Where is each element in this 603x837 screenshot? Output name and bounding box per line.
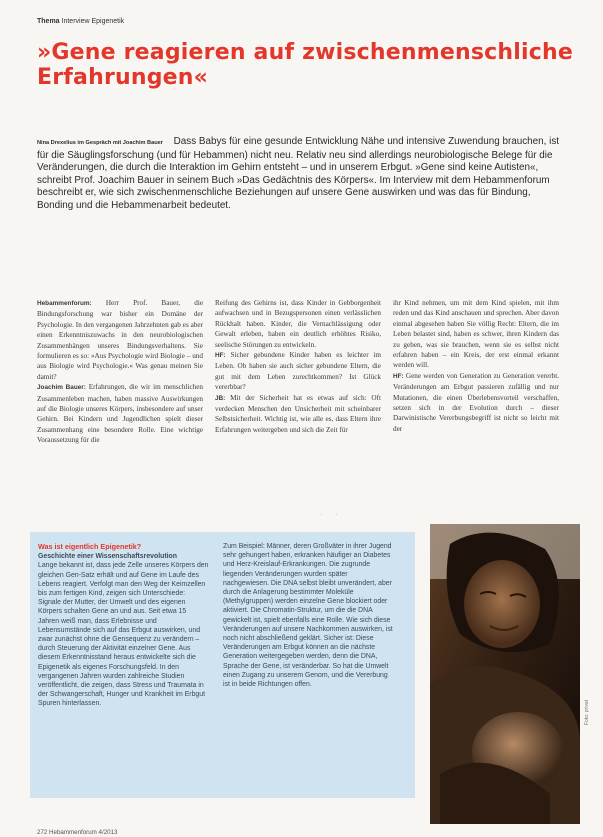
article-lead xyxy=(37,136,567,213)
photo-credit: Foto: privat xyxy=(584,700,590,726)
section-prefix: Thema xyxy=(37,18,60,25)
interview-paragraph xyxy=(37,298,203,382)
article-column-3 xyxy=(393,298,559,434)
interview-paragraph xyxy=(215,393,381,436)
interview-paragraph xyxy=(393,298,559,371)
byline: Nina Drexelius im Gespräch mit Joachim Bauer xyxy=(37,140,163,146)
info-box-title: Was ist eigentlich Epigenetik? xyxy=(38,542,142,551)
info-box-epigenetik xyxy=(30,532,415,798)
interview-paragraph xyxy=(37,382,203,445)
paragraph-text: Erfahrungen, die wir im menschlichen Zusammenleben machen, haben massive Auswirkungen auf die Biologie unseres Körpers, insbesondere auf unser Gehirn. Bei Kindern und Jugendlichen spielt dieser Zusammenhang eine besondere Rolle. Eine wichtige Voraussetzung für die xyxy=(37,383,204,445)
info-box-text-2: Zum Beispiel: Männer, deren Großväter in ihrer Jugend sehr gehungert haben, erkranken häufiger an Diabetes und Herz-Kreislauf-Erkrankungen. Die zugrunde liegenden Veränderungen wurden später nachgewiesen. Die DNA selbst bleibt unverändert, aber durch die Anlagerung bestimmter Moleküle (Methylgruppen) werden einzelne Gene blockiert oder aktiviert. Die Chromatin-Struktur, um die die DNA gewickelt ist, spielt ebenfalls eine Rolle. Wie sich diese Veränderungen auf unsere Nachkommen auswirken, ist noch nicht abschließend geklärt. Sicher ist: Diese Veränderungen am Erbgut können an die nächste Generation weitergegeben werden, denn die DNA, Sprache der Gene, ist veränderbar. So hat die Umwelt einen Zugang zu unserem Genom, und die Vererbung ist in beide Richtungen offen. xyxy=(223,543,393,689)
section-title: Interview Epigenetik xyxy=(61,18,125,25)
info-box-column-2 xyxy=(223,542,394,709)
interview-paragraph xyxy=(215,298,381,350)
info-box-subtitle: Geschichte einer Wissenschaftsrevolution xyxy=(38,553,177,561)
paragraph-text: Reifung des Gehirns ist, dass Kinder in Gebborgenheit aufwachsen und in Bezugspersonen einen verlässlichen Rückhalt haben. Kinder, die Vernachlässigung oder Gewalt erleben, haben ein deutlich erhöhtes Risiko, seelische Störungen zu entwickeln. xyxy=(215,299,381,349)
info-box-text-1: Lange bekannt ist, dass jede Zelle unseres Körpers den gleichen Gen-Satz erhält und auf Gene im Laufe des Lebens reagiert. Verfolgt man den Weg der Keimzellen bis zum fertigen Kind, zeigen sich Unterschiede: Signale der Mutter, der Umwelt und des eigenen Körpers schalten Gene an und aus. Seit etwa 15 Jahren weiß man, dass Erlebnisse und Lebensumstände sich auf das Erbgut auswirken, und zwar zunächst ohne die Gensequenz zu verändern – durch Steuerung der Aktivität einzelner Gene. Aus diesem Erkenntnisstand heraus entwickelte sich die Epigenetik als eigenes Forschungsfeld. In den vergangenen Jahren wurden zahlreiche Studien veröffentlicht, die zeigen, dass Stress und Traumata in der Schwangerschaft, Hunger und Krankheit im Erbgut Spuren hinterlassen. xyxy=(38,562,209,708)
speaker-label: Hebammenforum: xyxy=(37,300,92,307)
info-box-column-1 xyxy=(38,542,209,709)
paragraph-text: Sicher gebundene Kinder haben es leichter im Leben. Ob haben sie auch sicher gebundene Eltern, die gut mit dem Leben zurechtkommen? Ist Glück vererbbar? xyxy=(215,351,382,392)
interview-paragraph xyxy=(393,371,559,434)
speaker-label: Joachim Bauer: xyxy=(37,384,86,392)
speaker-label: HF: xyxy=(393,372,404,380)
speaker-label: JB: xyxy=(215,394,226,402)
speaker-label: HF: xyxy=(215,352,226,360)
paragraph-text: Gene werden von Generation zu Generation vererbt. Veränderungen am Erbgut passieren zufällig und nur Mutationen, die einen Überlebensvorteil verschaffen, setzen sich in der Evolution durch – dieser Darwinistische Vererbungsbegriff ist nicht so leicht mit der xyxy=(393,371,560,433)
section-label xyxy=(37,18,124,25)
article-column-2 xyxy=(215,298,381,435)
paragraph-text: Herr Prof. Bauer, die Bindungsforschung war bisher ein Domäne der Psychologie. In den vergangenen Jahrzehnten gab es aber einen Erkenntniszuwachs in den neurobiologischen Zusammenhängen unseres Bindungsverhaltens. Sie formulieren es so: »Aus Psychologie wird Biologie – und aus Biologie wird Psychologie.« Was genau meinen Sie damit? xyxy=(37,299,204,381)
photo-mother-with-baby xyxy=(430,524,580,824)
page-footer: 272 Hebammenforum 4/2013 xyxy=(37,829,118,836)
paragraph-text: ihr Kind nehmen, um mit dem Kind spielen, mit ihm reden und das Kind anschauen und sprechen. Aber davon einmal abgesehen haben Sie völlig Recht: Eltern, die im Leben belastet sind, haben es schwer, ihren Kindern das zu geben, was sie brauchen, wenn sie es selbst nicht erfahren haben – ein Kreis, der erst einmal erkannt werden will. xyxy=(393,299,559,370)
article-column-1 xyxy=(37,298,203,446)
separator-dots: · · xyxy=(320,512,344,518)
paragraph-text: Mit der Sicherheit hat es etwas auf sich: Oft verdecken Menschen den Unsicherheit mit scheinbarer Selbstsicherheit. Wichtig ist, wie alle es, dass Eltern ihre Erfahrungen weitergeben und sich die Zeit für xyxy=(215,393,382,434)
interview-paragraph xyxy=(215,350,381,393)
article-headline: »Gene reagieren auf zwischenmenschliche Erfahrungen« xyxy=(37,40,573,90)
lead-text: Dass Babys für eine gesunde Entwicklung Nähe und intensive Zuwendung brauchen, ist für die Säuglingsforschung (und für Hebammen) nicht neu. Relativ neu sind allerdings neurobiologische Belege für die Veränderungen, die durch die Interaktion im Gehirn entsteht – und in unserem Erbgut. »Gene sind keine Autisten«, schreibt Prof. Joachim Bauer in seinem Buch »Das Gedächtnis des Körpers«. Im Interview mit dem Hebammenforum beschreibt er, wie sich zwischenmenschliche Beziehungen auf unsere Gene auswirken und was das für Bindung, Bonding und die Hebammenarbeit bedeutet. xyxy=(37,136,560,211)
